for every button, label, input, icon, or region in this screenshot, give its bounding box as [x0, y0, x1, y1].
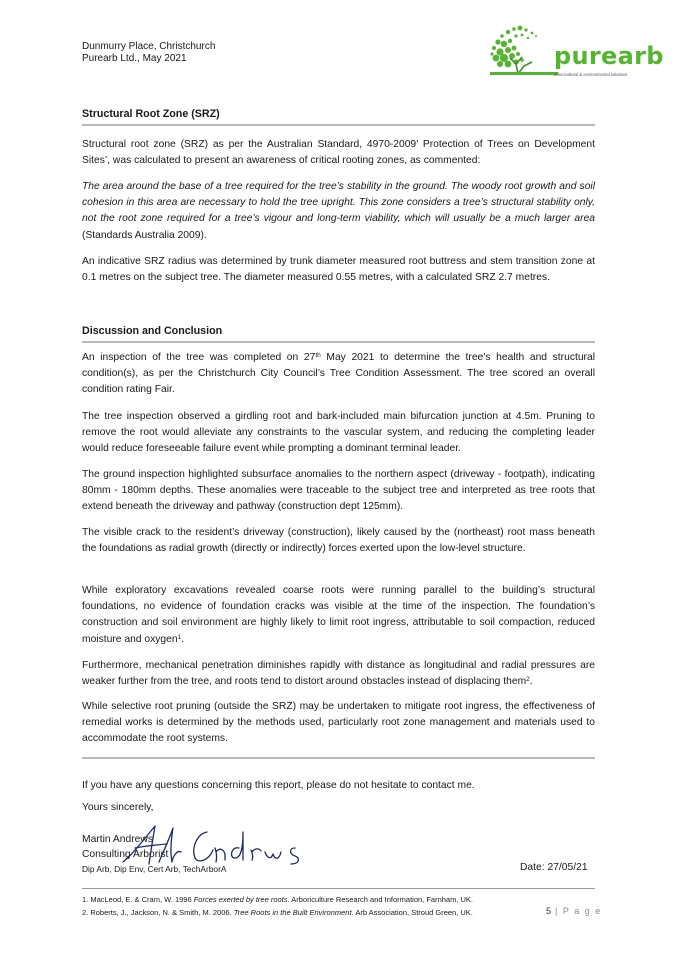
handwritten-signature-icon: [115, 818, 315, 873]
discussion-p1-start: An inspection of the tree was completed on 27: [82, 352, 316, 363]
discussion-paragraph-1: [82, 350, 595, 399]
srz-heading: Structural Root Zone (SRZ): [82, 108, 220, 120]
discussion-paragraph-4: The visible crack to the resident’s driveway (construction), likely caused by the (northeast) root mass beneath the foundations as radial growth (directly or indirectly) forces exerted upon the low-level structure.: [82, 527, 595, 555]
signatory-name: Martin Andrews: [82, 834, 153, 845]
document-header: [82, 41, 215, 65]
signature-date: Date: 27/05/21: [520, 862, 588, 873]
srz-heading-rule: [82, 124, 595, 126]
footnote-1: [82, 895, 473, 904]
footnote-ref-1: 1: [177, 633, 182, 641]
signatory-title: Consulting Arborist: [82, 849, 169, 860]
contact-line: If you have any questions concerning this report, please do not hesitate to contact me.: [82, 780, 475, 791]
srz-quote-text: The area around the base of a tree required for the tree’s stability in the ground. The woody root growth and soil cohesion in this area are necessary to hold the tree upright. This zone considers a tree’s structural stability only, not the root zone required for a tree’s vigour and long-term viability, which will usually be a much larger area: [82, 181, 595, 225]
footnote-2-publisher: . Arb Association, Stroud Green, UK.: [351, 908, 473, 917]
footnote-rule: [82, 888, 595, 889]
page-number: [546, 906, 602, 916]
discussion-paragraph-3: The ground inspection highlighted subsurface anomalies to the northern aspect (driveway - footpath), indicating 80mm - 180mm depths. These anomalies were traceable to the subject tree and interpreted as tree roots that extend beneath the driveway and pathway (construction dept 125mm).: [82, 469, 595, 513]
discussion-p6-text: Furthermore, mechanical penetration diminishes rapidly with distance as longitudinal and radial pressures are weaker further from the tree, and roots tend to distort around obstacles instead of displacing them: [82, 660, 595, 688]
discussion-paragraph-5: [82, 583, 595, 648]
discussion-p1-end: May 2021 to determine the tree’s health and structural condition(s), as per the Christchurch City Council’s Tree Condition Assessment. The tree scored an overall condition rating Fair.: [82, 352, 595, 396]
srz-paragraph-1: Structural root zone (SRZ) as per the Australian Standard, 4970-2009’ Protection of Trees on Development Sites’, was calculated to present an awareness of critical rooting zones, as commented:: [82, 139, 595, 167]
footnote-1-publisher: . Arboriculture Research and Information, Farnham, UK.: [287, 895, 474, 904]
footnote-ref-2: 2: [526, 676, 530, 684]
footnote-1-title: Forces exerted by tree roots: [193, 895, 288, 904]
salutation: Yours sincerely,: [82, 802, 154, 813]
discussion-paragraph-7: While selective root pruning (outside the SRZ) may be undertaken to mitigate root ingress, the effectiveness of remedial works is determined by the methods used, particularly root zone management and materials used to accommodate the root systems.: [82, 701, 595, 745]
header-company-date: Purearb Ltd., May 2021: [82, 53, 187, 64]
page-number-value: 5: [546, 906, 552, 916]
discussion-heading: Discussion and Conclusion: [82, 325, 223, 337]
footnote-2-authors: 2. Roberts, J., Jackson, N. & Smith, M. 2006.: [82, 908, 234, 917]
header-location: Dunmurry Place, Christchurch: [82, 41, 216, 52]
footnote-2-title: Tree Roots in the Built Environment: [233, 908, 352, 917]
closing-rule: [82, 757, 595, 759]
footnote-1-authors: 1. MacLeod, E. & Cram, W. 1996: [82, 895, 194, 904]
footnote-2: [82, 908, 473, 917]
discussion-heading-rule: [82, 341, 595, 343]
logo-tagline: arboricultural & environmental solutions: [554, 72, 628, 77]
ordinal-superscript: th: [315, 352, 321, 359]
signatory-qualifications: Dip Arb, Dip Env, Cert Arb, TechArborA: [82, 864, 227, 874]
discussion-paragraph-6: [82, 658, 595, 690]
discussion-p5-text: While exploratory excavations revealed coarse roots were running parallel to the building’s structural foundations, no evidence of foundation cracks was visible at the time of the inspection. The foundation’s construction and soil environment are highly likely to limit root ingress, attributable to soil compaction, reduced moisture and oxygen: [82, 585, 595, 645]
tree-logo-icon: [488, 24, 560, 80]
discussion-p6-end: .: [529, 676, 533, 688]
srz-quote-source: (Standards Australia 2009).: [82, 229, 207, 241]
srz-quote: [82, 179, 595, 244]
srz-paragraph-3: An indicative SRZ radius was determined by trunk diameter measured root buttress and stem transition zone at 0.1 metres on the subject tree. The diameter measured 0.55 metres, with a calculated SRZ 2.7 metres.: [82, 256, 595, 284]
company-logo: [488, 24, 670, 80]
page-separator: |: [551, 906, 563, 916]
logo-wordmark: purearb: [554, 42, 664, 70]
discussion-p5-end: .: [181, 633, 185, 645]
page-label: P a g e: [562, 906, 602, 916]
discussion-paragraph-2: The tree inspection observed a girdling root and bark-included main bifurcation junction at 4.5m. Pruning to remove the root would alleviate any constraints to the vascular system, and reducing the completing leader would reduce foreseeable failure event while prompting a dominant terminal leader.: [82, 411, 595, 455]
